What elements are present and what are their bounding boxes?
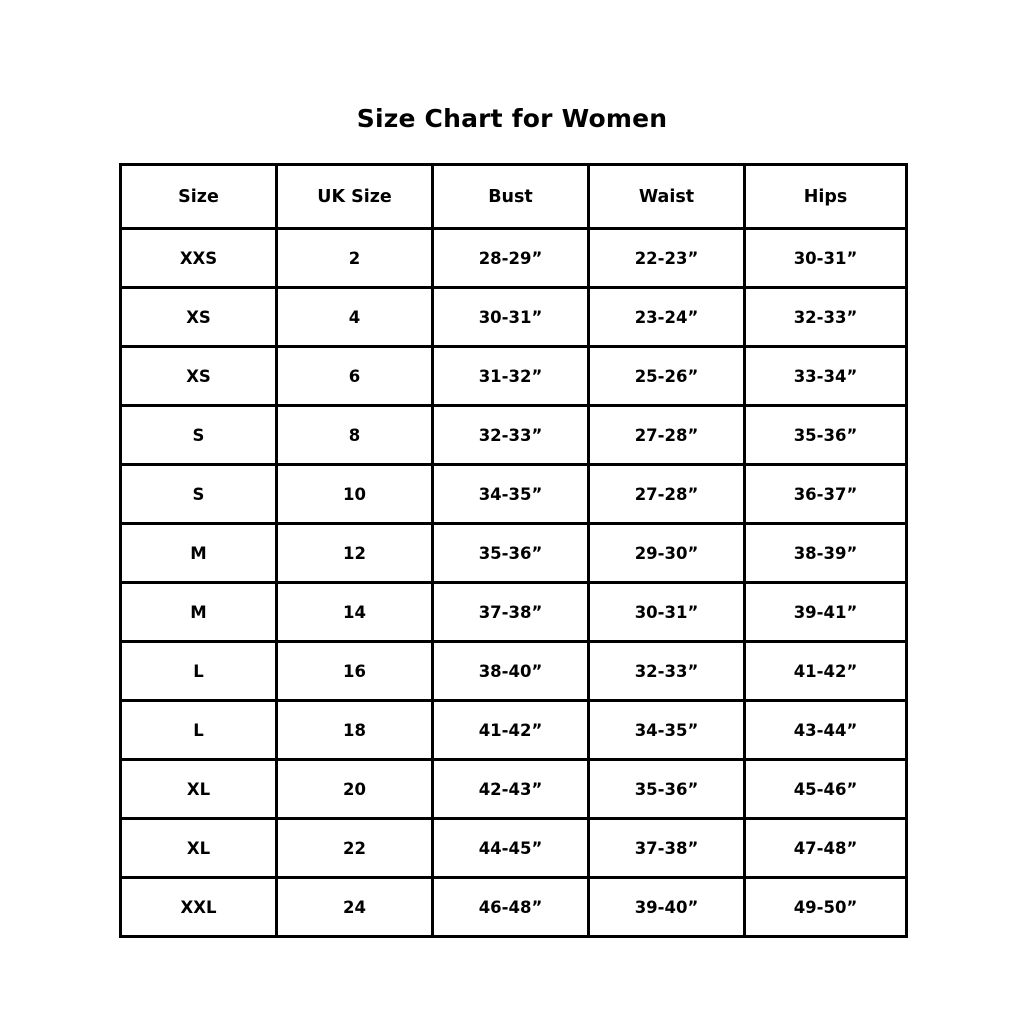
cell-uk-size: 24: [277, 878, 433, 937]
cell-waist: 35-36”: [589, 760, 745, 819]
cell-uk-size: 10: [277, 465, 433, 524]
cell-bust: 34-35”: [433, 465, 589, 524]
column-header-hips: Hips: [745, 165, 907, 229]
cell-waist: 25-26”: [589, 347, 745, 406]
cell-waist: 23-24”: [589, 288, 745, 347]
cell-hips: 49-50”: [745, 878, 907, 937]
table-header: [121, 165, 907, 229]
cell-hips: 43-44”: [745, 701, 907, 760]
cell-hips: 32-33”: [745, 288, 907, 347]
cell-bust: 31-32”: [433, 347, 589, 406]
cell-size: S: [121, 465, 277, 524]
cell-size: L: [121, 642, 277, 701]
cell-size: XXL: [121, 878, 277, 937]
cell-bust: 35-36”: [433, 524, 589, 583]
cell-waist: 37-38”: [589, 819, 745, 878]
table-row: [121, 229, 907, 288]
cell-bust: 46-48”: [433, 878, 589, 937]
size-chart-table-container: [119, 163, 905, 938]
cell-hips: 38-39”: [745, 524, 907, 583]
cell-hips: 36-37”: [745, 465, 907, 524]
table-row: [121, 288, 907, 347]
table-row: [121, 760, 907, 819]
table-row: [121, 701, 907, 760]
cell-uk-size: 18: [277, 701, 433, 760]
cell-hips: 30-31”: [745, 229, 907, 288]
cell-waist: 29-30”: [589, 524, 745, 583]
cell-hips: 41-42”: [745, 642, 907, 701]
cell-size: XL: [121, 819, 277, 878]
cell-hips: 33-34”: [745, 347, 907, 406]
cell-size: M: [121, 524, 277, 583]
cell-uk-size: 22: [277, 819, 433, 878]
cell-bust: 38-40”: [433, 642, 589, 701]
cell-uk-size: 20: [277, 760, 433, 819]
cell-bust: 28-29”: [433, 229, 589, 288]
column-header-uk-size: UK Size: [277, 165, 433, 229]
cell-uk-size: 16: [277, 642, 433, 701]
cell-uk-size: 12: [277, 524, 433, 583]
cell-bust: 42-43”: [433, 760, 589, 819]
table-row: [121, 878, 907, 937]
table-row: [121, 524, 907, 583]
cell-size: XL: [121, 760, 277, 819]
cell-bust: 41-42”: [433, 701, 589, 760]
cell-uk-size: 6: [277, 347, 433, 406]
cell-hips: 35-36”: [745, 406, 907, 465]
cell-waist: 34-35”: [589, 701, 745, 760]
cell-hips: 39-41”: [745, 583, 907, 642]
column-header-size: Size: [121, 165, 277, 229]
cell-waist: 30-31”: [589, 583, 745, 642]
cell-waist: 22-23”: [589, 229, 745, 288]
cell-hips: 47-48”: [745, 819, 907, 878]
cell-size: XS: [121, 288, 277, 347]
cell-hips: 45-46”: [745, 760, 907, 819]
cell-bust: 30-31”: [433, 288, 589, 347]
size-chart-table: [119, 163, 908, 938]
cell-uk-size: 14: [277, 583, 433, 642]
table-row: [121, 406, 907, 465]
cell-waist: 32-33”: [589, 642, 745, 701]
cell-size: M: [121, 583, 277, 642]
cell-size: S: [121, 406, 277, 465]
cell-size: L: [121, 701, 277, 760]
cell-waist: 39-40”: [589, 878, 745, 937]
cell-bust: 32-33”: [433, 406, 589, 465]
cell-uk-size: 4: [277, 288, 433, 347]
cell-waist: 27-28”: [589, 465, 745, 524]
cell-uk-size: 8: [277, 406, 433, 465]
cell-waist: 27-28”: [589, 406, 745, 465]
table-row: [121, 819, 907, 878]
cell-bust: 44-45”: [433, 819, 589, 878]
page-title: Size Chart for Women: [356, 104, 668, 133]
table-row: [121, 465, 907, 524]
table-row: [121, 583, 907, 642]
cell-bust: 37-38”: [433, 583, 589, 642]
cell-size: XS: [121, 347, 277, 406]
table-row: [121, 347, 907, 406]
column-header-bust: Bust: [433, 165, 589, 229]
cell-size: XXS: [121, 229, 277, 288]
cell-uk-size: 2: [277, 229, 433, 288]
table-body: [121, 229, 907, 937]
table-row: [121, 642, 907, 701]
table-header-row: [121, 165, 907, 229]
column-header-waist: Waist: [589, 165, 745, 229]
